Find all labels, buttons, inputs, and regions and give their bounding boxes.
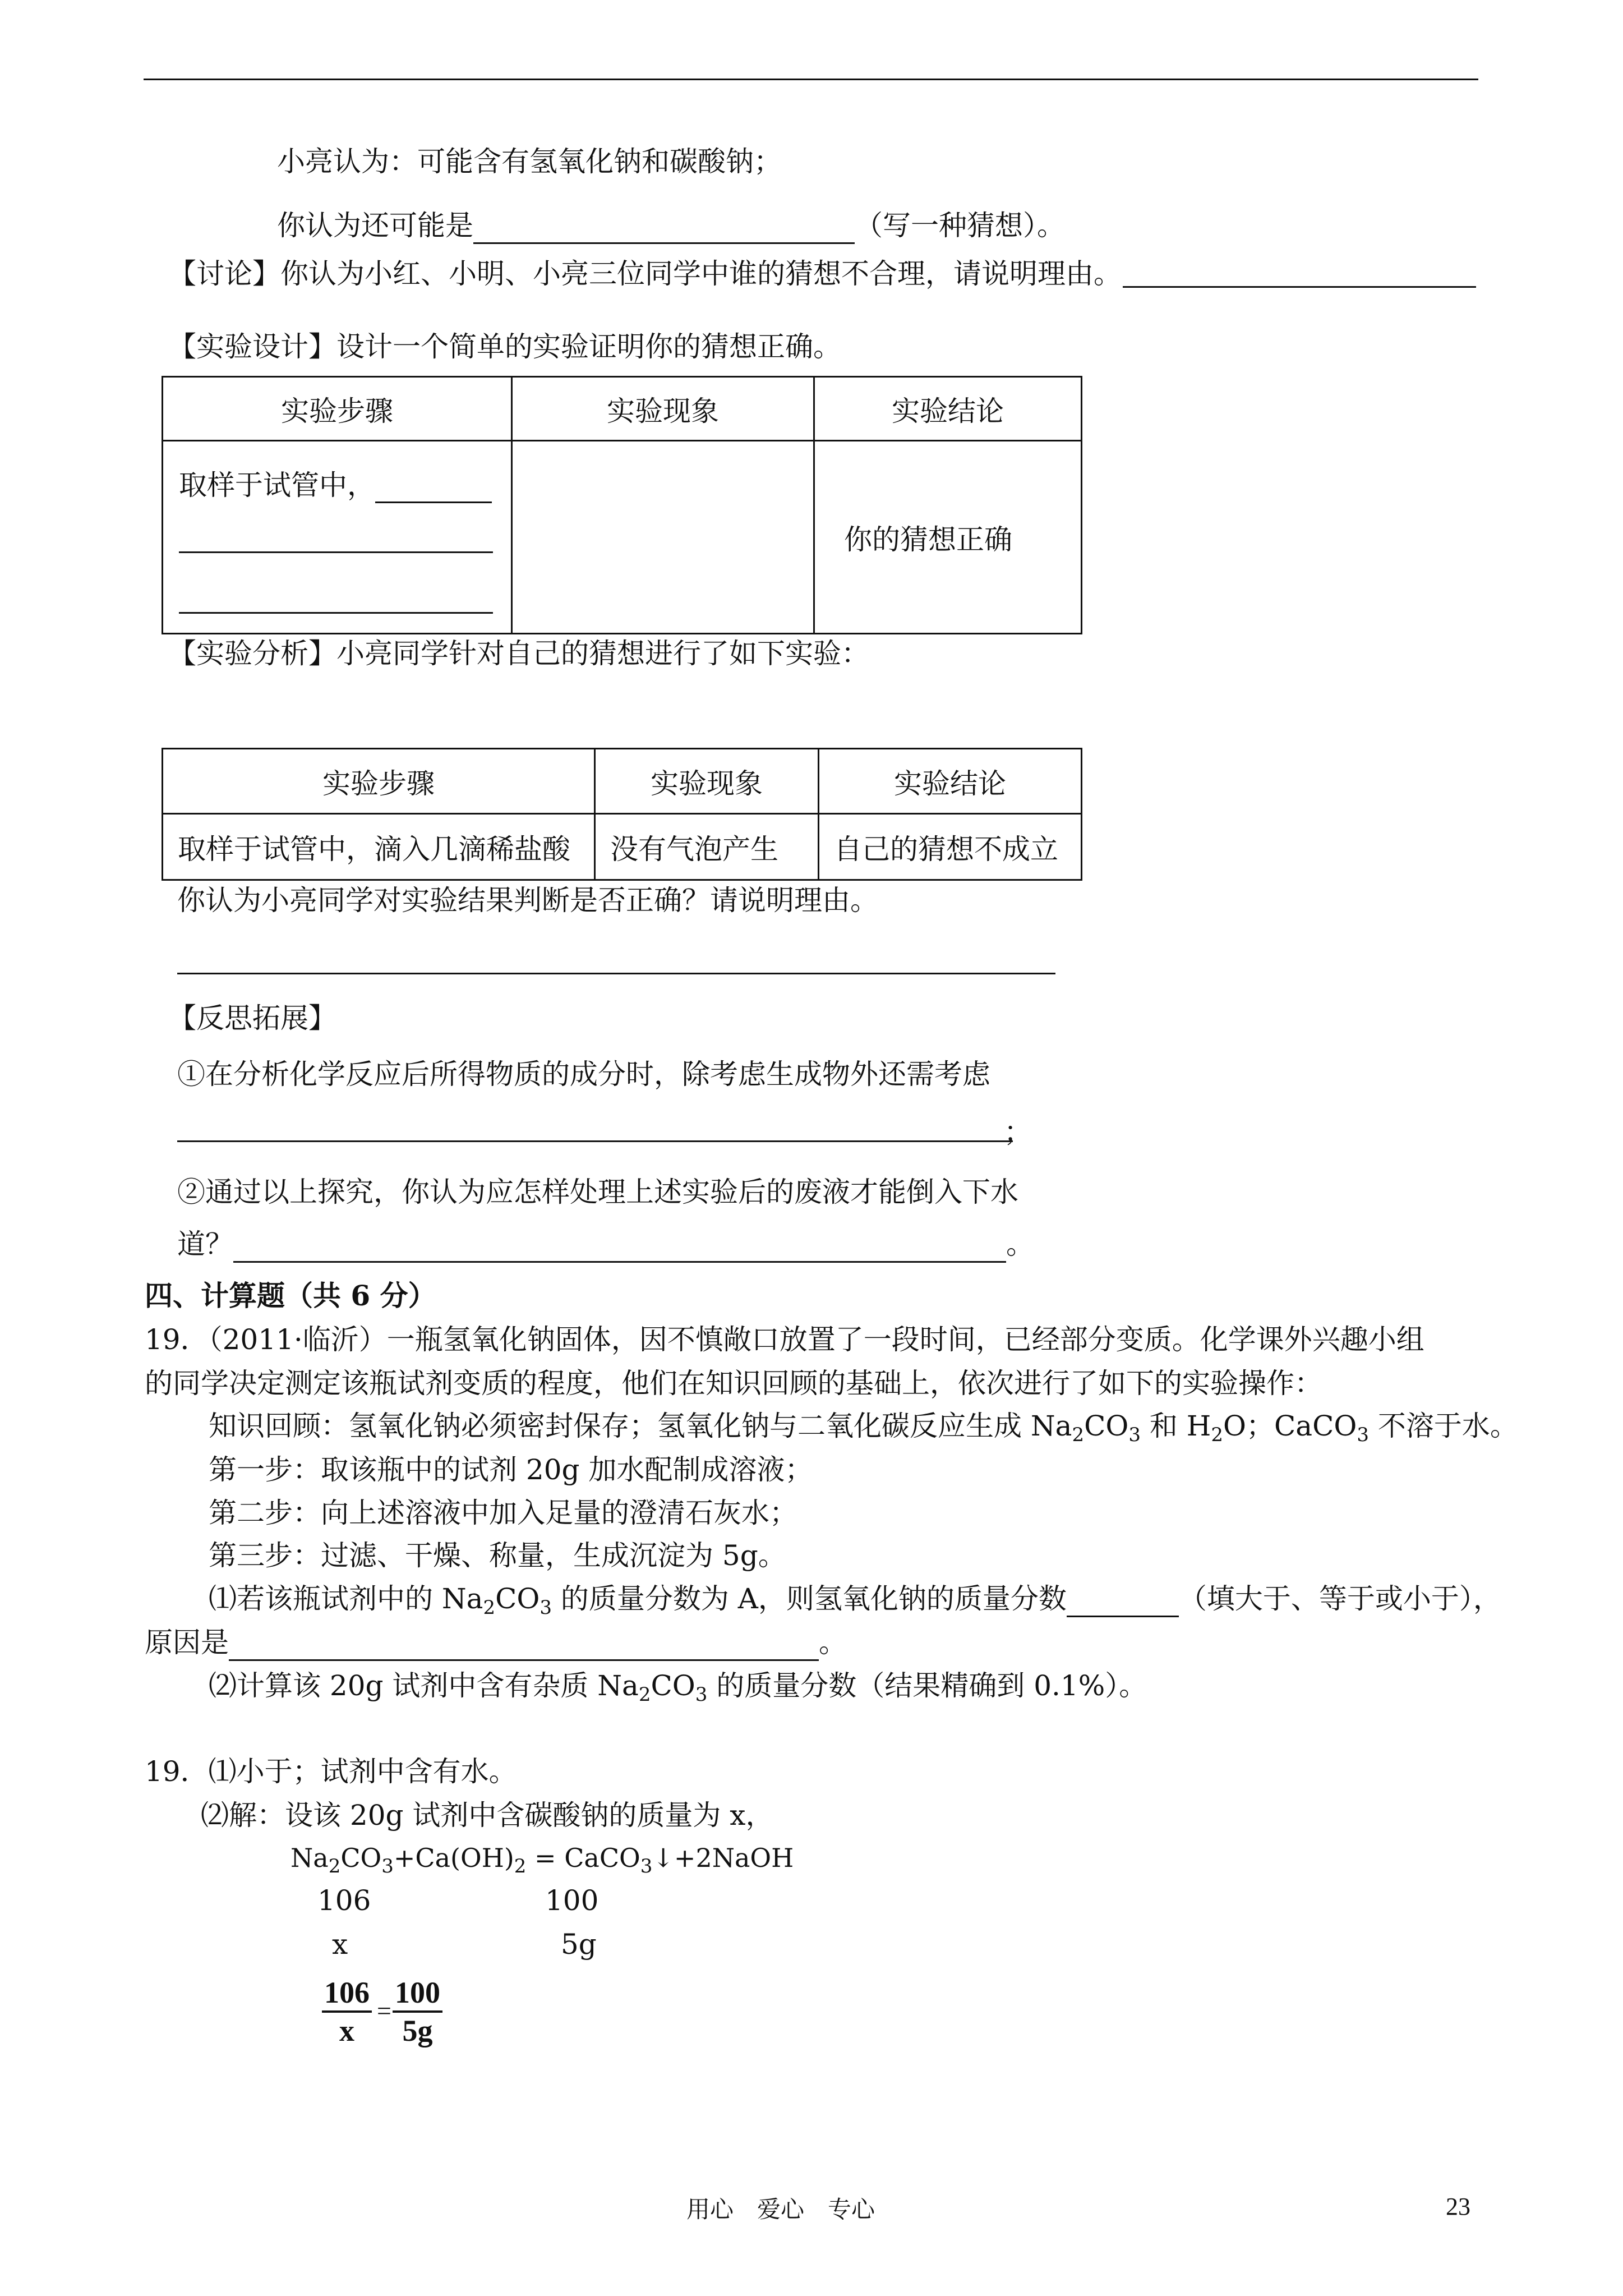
reflect-item-1: ①在分析化学反应后所得物质的成分时，除考虑生成物外还需考虑 [177, 1058, 990, 1091]
analysis-line: 【实验分析】小亮同学针对自己的猜想进行了如下实验： [168, 637, 869, 670]
experiment-design-table [162, 376, 1082, 634]
mass-100: 100 [545, 1884, 599, 1917]
table1-step-blank-1[interactable] [375, 469, 492, 503]
judge-line: 你认为小亮同学对实验结果判断是否正确？请说明理由。 [177, 884, 878, 917]
guess-line: 你认为还可能是 （写一种猜想）。 [277, 209, 1065, 244]
mass-x: x [332, 1928, 348, 1961]
table1-header-phenomenon: 实验现象 [512, 377, 814, 441]
question-1: ⑴若该瓶试剂中的 $Na_2CO_3$ 的质量分数为 A，则氢氧化钠的质量分数 （填大于、等于或小于）， [209, 1582, 1501, 1619]
q1-reason-blank[interactable] [229, 1626, 819, 1661]
table1-header-conclusion: 实验结论 [814, 377, 1082, 441]
discussion-blank[interactable] [1123, 286, 1476, 288]
mass-106: 106 [317, 1884, 371, 1917]
ratio-right: 100 5g [393, 1975, 442, 2049]
reflect-1-blank[interactable] [177, 1140, 1013, 1142]
answer-2: ⑵解：设该 20g 试剂中含碳酸钠的质量为 x， [201, 1799, 774, 1832]
header-rule [144, 79, 1478, 80]
reflect-title: 【反思拓展】 [168, 1002, 336, 1034]
table2-header-step: 实验步骤 [163, 749, 595, 814]
reflect-item-2: ②通过以上探究，你认为应怎样处理上述实验后的废液才能倒入下水 [177, 1176, 1018, 1208]
judge-blank[interactable] [177, 973, 1055, 974]
step-2: 第二步：向上述溶液中加入足量的澄清石灰水； [209, 1497, 797, 1529]
reflect-item-2b: 道？ 。 [177, 1227, 1034, 1263]
table2-phenomenon-cell: 没有气泡产生 [595, 814, 819, 880]
table2-step-cell: 取样于试管中，滴入几滴稀盐酸 [163, 814, 595, 880]
q1-blank[interactable] [1067, 1582, 1179, 1617]
discussion-line: 【讨论】你认为小红、小明、小亮三位同学中谁的猜想不合理，请说明理由。 [168, 257, 1122, 290]
question-1-reason: 原因是 。 [145, 1626, 847, 1661]
footer-motto: 用心 爱心 专心 [686, 2196, 875, 2223]
reflect-2-blank[interactable] [233, 1227, 1006, 1263]
question-2: ⑵计算该 20g 试剂中含有杂质 $Na_2CO_3$ 的质量分数（结果精确到 0.1%）。 [209, 1669, 1147, 1706]
answer-1: 19．⑴小于；试剂中含有水。 [145, 1755, 517, 1788]
mass-5g: 5g [561, 1928, 597, 1961]
q19-line-b: 的同学决定测定该瓶试剂变质的程度，他们在知识回顾的基础上，依次进行了如下的实验操作： [145, 1367, 1322, 1400]
table2-header-phenomenon: 实验现象 [595, 749, 819, 814]
table1-header-step: 实验步骤 [163, 377, 512, 441]
q19-line-a: 19．（2011·临沂）一瓶氢氧化钠固体，因不慎敞口放置了一段时间，已经部分变质。化学课外兴趣小组 [145, 1323, 1424, 1356]
page-number: 23 [1446, 2193, 1470, 2220]
table1-step-blank-2[interactable] [179, 551, 493, 553]
section-4-title: 四、计算题（共 6 分） [145, 1279, 436, 1312]
experiment-analysis-table [162, 748, 1082, 881]
table1-conclusion-cell: 你的猜想正确 [814, 441, 1082, 634]
table2-header-conclusion: 实验结论 [819, 749, 1082, 814]
equation: $Na_2CO_3+Ca(OH)_2$ = CaCO$_3$↓+2NaOH [291, 1843, 794, 1878]
table1-phenomenon-cell[interactable] [512, 441, 814, 634]
table1-step-blank-3[interactable] [179, 612, 493, 614]
table1-step-cell: 取样于试管中， [163, 441, 512, 634]
ratio-left: 106 x [322, 1975, 372, 2049]
table2-conclusion-cell: 自己的猜想不成立 [819, 814, 1082, 880]
knowledge-line: 知识回顾：氢氧化钠必须密封保存；氢氧化钠与二氧化碳反应生成 $Na_2CO_3$ 和 $H_2O$；CaCO$_3$ 不溶于水。 [209, 1410, 1518, 1446]
guess-blank[interactable] [473, 209, 855, 244]
ratio-equals: = [377, 1996, 391, 2025]
step-3: 第三步：过滤、干燥、称量，生成沉淀为 5g。 [209, 1539, 786, 1572]
xiaoliang-line: 小亮认为：可能含有氢氧化钠和碳酸钠； [277, 145, 782, 178]
step-1: 第一步：取该瓶中的试剂 20g 加水配制成溶液； [209, 1453, 813, 1486]
design-line: 【实验设计】设计一个简单的实验证明你的猜想正确。 [168, 330, 841, 363]
reflect-1-end: ； [1004, 1116, 1032, 1148]
